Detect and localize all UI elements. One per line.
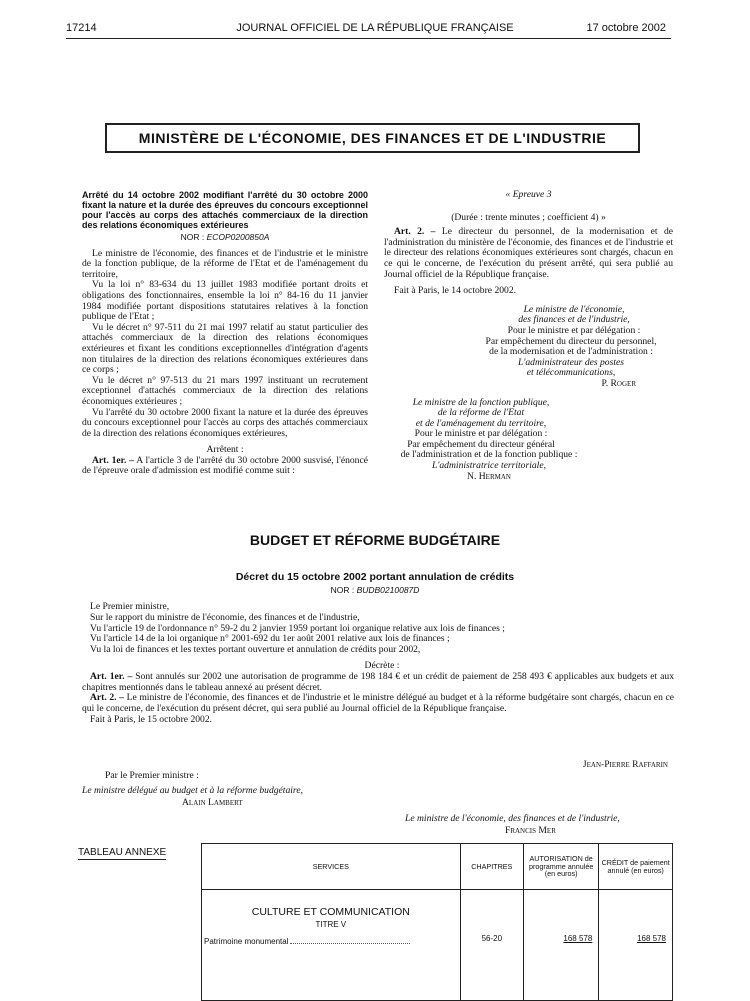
annexe-table [201,843,673,1001]
epreuve: « Epreuve 3 [505,189,552,200]
ministry-heading [105,123,640,153]
table-header-row [202,844,673,890]
nor-label: NOR : [180,232,205,242]
art2-text: Le ministre de l'économie, des finances et de l'industrie et le ministre délégué au budget et à la réforme budgétaire sont chargés, chacun en ce qui le concerne, de l'exécution du présent décret, qui sera publié au Journal officiel de la République française. [82,692,674,715]
sig-line: Le ministre de la fonction publique, [412,396,550,408]
decree-intro: Sur le rapport du ministre de l'économie, des finances et de l'industrie, [90,611,360,623]
table-row [202,890,673,1001]
cell-credit [599,890,673,1001]
arrete-para: Vu le décret n° 97-513 du 21 mars 1997 instituant un recrutement exceptionnel d'attachés commerciaux de la direction des relations économiques extérieures ; [82,374,368,407]
sig-line: Par empêchement du directeur général [407,438,555,450]
sig-line: et télécommunications, [526,367,616,379]
header-services: SERVICES [202,844,461,890]
sig-line: de la réforme de l'Etat [437,407,525,419]
sig-line: Par empêchement du directeur du personnel, [485,335,657,347]
cell-autorisation [523,890,598,1001]
sig-line: L'administrateur des postes [518,356,624,368]
art1-text: Sont annulés sur 2002 une autorisation de programme de 198 184 € et un crédit de paiement de 258 493 € applicables aux budgets et aux chapitres mentionnés dans le tableau annexé au présent décret. [82,670,674,693]
sig-line: et de l'aménagement du territoire, [415,417,547,429]
credit-value: 168 578 [637,934,666,943]
issue-date: 17 octobre 2002 [586,22,666,34]
arrete-title: Arrêté du 14 octobre 2002 modifiant l'arrêté du 30 octobre 2000 fixant la nature et la durée des épreuves du concours exceptionnel pour l'accès au corps des attachés commerciaux de la direction des relations économiques extérieures [82,190,368,230]
art2-text: Le directeur du personnel, de la modernisation et de l'administration du ministère de l'économie, des finances et de l'industrie et le directeur des relations économiques extérieures sont chargés, chacun en ce qui le concerne, de l'exécution du présent arrêté, qui sera publié au Journal officiel de la République française. [384,226,673,280]
art1-label: Art. 1er. – [90,670,133,682]
arrete-para: Vu l'arrêté du 30 octobre 2000 fixant la nature et la durée des épreuves du concours exceptionnel pour l'accès au corps des attachés commerciaux de la direction des relations économiques extérieures, [82,406,368,439]
decree-intro: Le Premier ministre, [90,601,170,612]
decree-body [82,602,674,726]
header-rule [66,38,671,39]
art1-label: Art. 1er. – [92,454,135,466]
sig-line: de l'administration et de la fonction publique : [400,449,578,461]
section-culture: CULTURE ET COMMUNICATION [251,906,410,918]
autorisation-value: 168 578 [563,934,593,943]
sig-line: L'administratrice territoriale, [432,460,546,472]
art1-text: A l'article 3 de l'arrêté du 30 octobre 2000 susvisé, l'énoncé de l'épreuve orale d'admission est modifié comme suit : [82,454,368,477]
nor-code: ECOP0200850A [206,232,270,242]
ministre-delegue: Le ministre délégué au budget et à la réforme budgétaire, [82,785,303,796]
ministre-economie: Le ministre de l'économie, des finances et de l'industrie, [405,813,620,824]
decree-nor [0,585,750,595]
par-premier-ministre: Par le Premier ministre : [105,770,199,781]
budget-section-title: BUDGET ET RÉFORME BUDGÉTAIRE [249,532,501,548]
signatory-mer: Francis Mer [505,825,556,836]
arrete-article-1 [82,456,368,477]
arretent: Arrêtent : [206,444,244,456]
cell-services [202,890,461,1001]
sig-line: de la modernisation et de l'administration : [489,346,653,358]
signature-block-1 [384,305,664,337]
arrete-left-column [82,190,368,477]
signatory-lambert: Alain Lambert [182,797,243,808]
decree-intro: Vu l'article 14 de la loi organique n° 2001-692 du 1er août 2001 relative aux lois de finances ; [90,633,450,645]
signatory-name: N. Herman [467,470,511,482]
arrete-para: Vu la loi n° 83-634 du 13 juillet 1983 modifiée portant droits et obligations des fonctionnaires, ensemble la loi n° 84-16 du 11 janvier 1984 modifiée portant dispositions statutaires relatives à la fonction publique de l'Etat ; [82,279,368,323]
arrete-right-column [384,190,673,482]
duree: (Durée : trente minutes ; coefficient 4) » [451,211,606,223]
annexe-label: TABLEAU ANNEXE [78,847,167,858]
decree-fait: Fait à Paris, le 15 octobre 2002. [90,713,213,725]
art2-label: Art. 2. – [90,692,124,704]
sig-line: Le ministre de l'économie, [523,303,625,315]
arrete-para: Vu le décret n° 97-511 du 21 mai 1997 relatif au statut particulier des attachés commerciaux de la direction des relations économiques extérieures et fixant les conditions exceptionnelles d'intégration d'agents non titulaires de la direction des relations économiques extérieures dans ce corps ; [82,321,368,376]
signatory-raffarin: Jean-Pierre Raffarin [582,759,668,770]
decree-intro: Vu l'article 19 de l'ordonnance n° 59-2 du 2 janvier 1959 portant loi organique relative aux lois de finances ; [90,622,505,634]
signature-block-1b [384,337,676,390]
nor-label: NOR : [330,585,355,595]
decree-title: Décret du 15 octobre 2002 portant annulation de crédits [235,571,515,583]
nor-code: BUDB0210087D [356,585,420,595]
journal-title: JOURNAL OFFICIEL DE LA RÉPUBLIQUE FRANÇAISE [236,22,514,34]
fait-a-paris: Fait à Paris, le 14 octobre 2002. [394,285,517,297]
page-number: 17214 [66,22,97,34]
decree-article-1 [82,672,674,694]
arrete-para: Le ministre de l'économie, des finances et de l'industrie et le ministre de la fonction publique, de la réforme de l'Etat et de l'aménagement du territoire, [82,247,368,280]
signature-block-2 [376,398,586,451]
row-service [204,937,460,946]
service-name: Patrimoine monumental [204,937,289,946]
art2-label: Art. 2. – [394,226,436,238]
arrete-article-2 [384,227,673,280]
sig-line: Pour le ministre et par délégation : [507,324,641,336]
sig-line: des finances et de l'industrie, [518,314,630,326]
signature-block-2b [374,450,604,482]
arrete-nor [82,232,368,243]
decrete: Décrète : [364,659,400,671]
ministry-title: MINISTÈRE DE L'ÉCONOMIE, DES FINANCES ET DE L'INDUSTRIE [138,130,607,146]
cell-chapitre: 56-20 [460,890,523,1001]
header-credit: CRÉDIT de paiement annulé (en euros) [599,844,673,890]
sig-line: Pour le ministre et par délégation : [414,428,548,440]
leader-dots [290,943,410,944]
decree-intro: Vu la loi de finances et les textes portant ouverture et annulation de crédits pour 2002, [90,644,421,656]
header-autorisation: AUTORISATION de programme annulée (en euros) [523,844,598,890]
decree-article-2 [82,693,674,715]
signatory-name: P. Roger [601,377,636,389]
section-titre: TITRE V [315,920,347,929]
header-chapitres: CHAPITRES [460,844,523,890]
